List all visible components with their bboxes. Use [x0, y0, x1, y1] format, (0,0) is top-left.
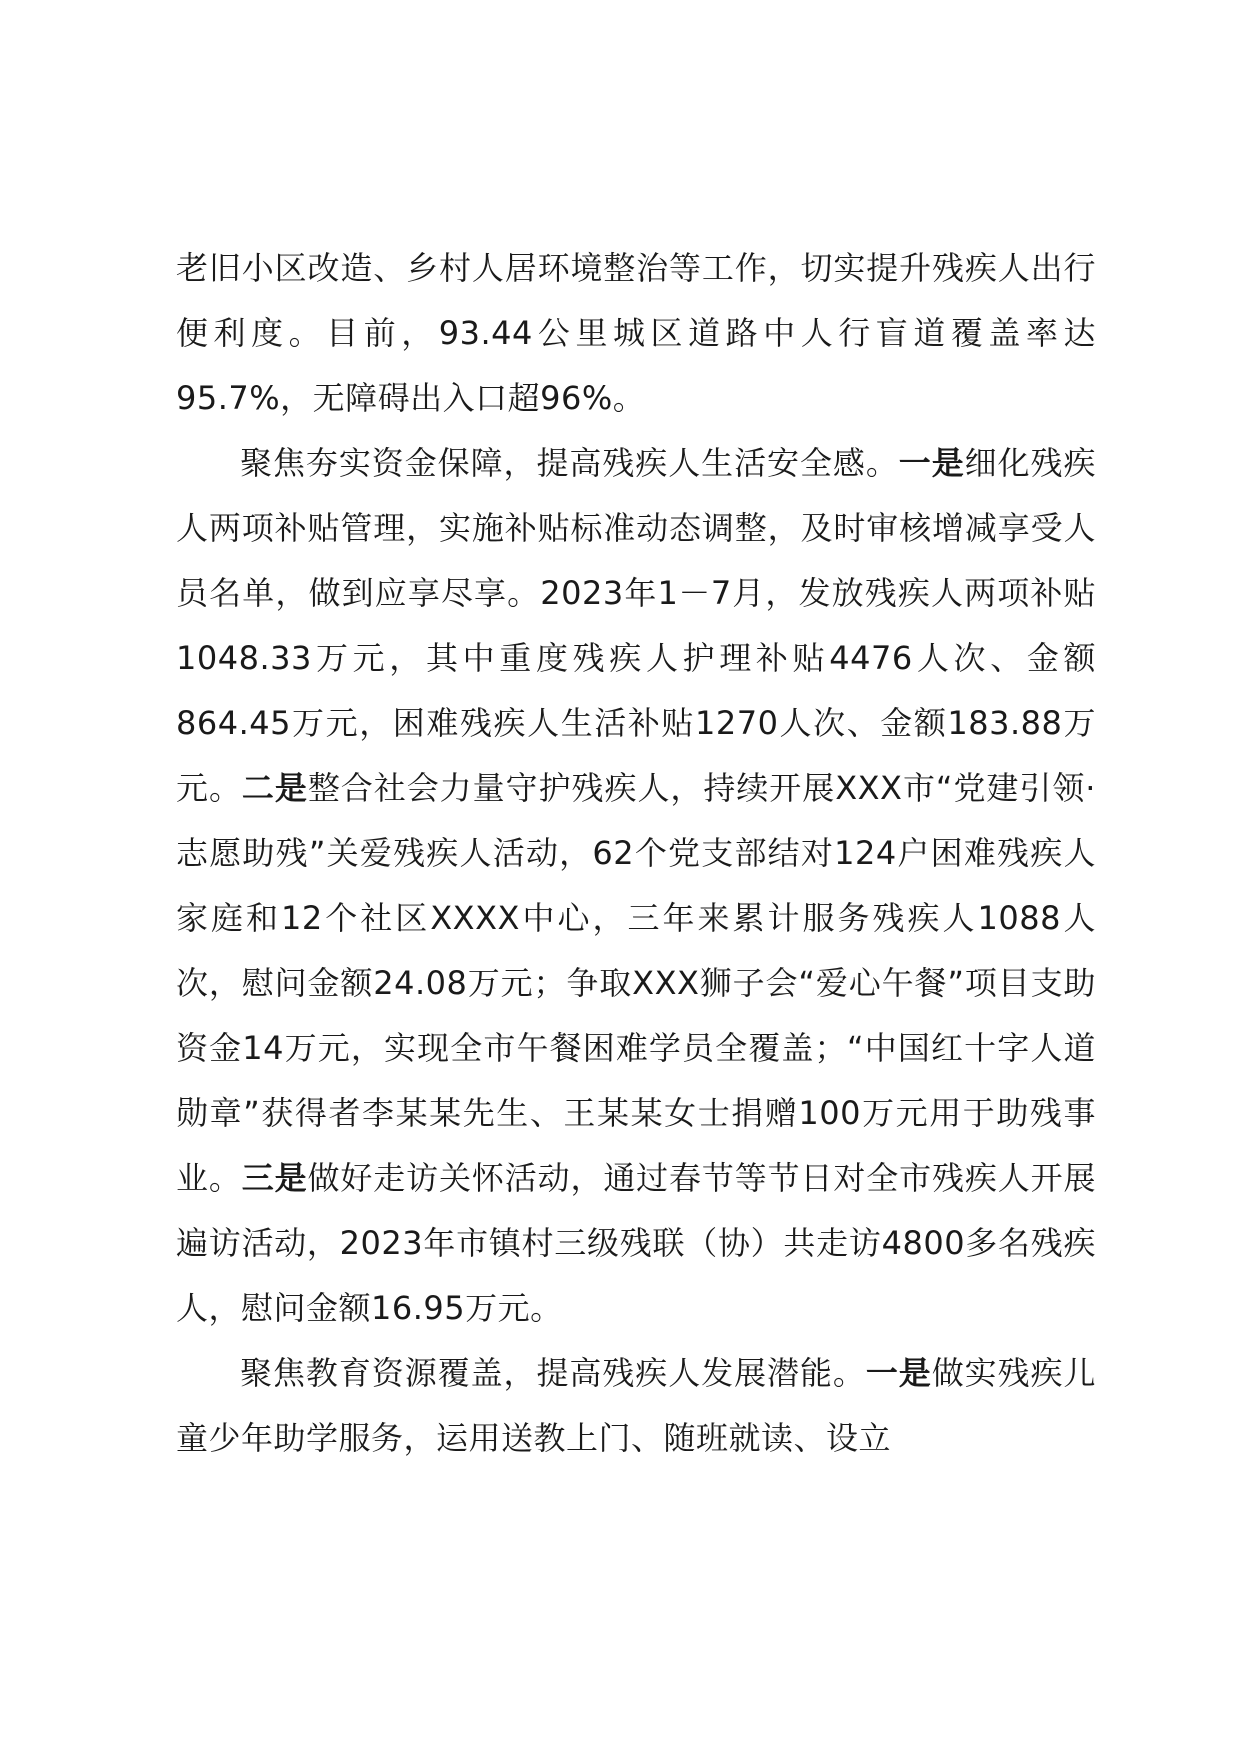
item-text-third: 做好走访关怀活动，通过春节等节日对全市残疾人开展遍访活动，2023年市镇村三级残联（协）共走访4800多名残疾人，慰问金额16.95万元。: [176, 1159, 1096, 1327]
paragraph-funding: [176, 431, 1096, 1341]
item-text-first: 做实残疾儿童少年助学服务，运用送教上门、随班就读、设立: [176, 1354, 1096, 1457]
item-marker-third: 三是: [241, 1159, 308, 1197]
paragraph-education: [176, 1341, 1096, 1471]
paragraph-accessibility: [176, 236, 1096, 431]
paragraph-heading: 聚焦夯实资金保障，提高残疾人生活安全感。: [240, 444, 899, 482]
paragraph-heading: 聚焦教育资源覆盖，提高残疾人发展潜能。: [240, 1354, 866, 1392]
item-text-second: 整合社会力量守护残疾人，持续开展XXX市“党建引领·志愿助残”关爱残疾人活动，62个党支部结对124户困难残疾人家庭和12个社区XXXX中心，三年来累计服务残疾人1088人次，慰问金额24.08万元；争取XXX狮子会“爱心午餐”项目支助资金14万元，实现全市午餐困难学员全覆盖；“中国红十字人道勋章”获得者李某某先生、王某某女士捐赠100万元用于助残事业。: [176, 769, 1096, 1197]
paragraph-text: 老旧小区改造、乡村人居环境整治等工作，切实提升残疾人出行便利度。目前，93.44公里城区道路中人行盲道覆盖率达95.7%，无障碍出入口超96%。: [176, 249, 1096, 417]
item-marker-first: 一是: [898, 444, 965, 482]
item-marker-first: 一是: [865, 1354, 932, 1392]
item-text-first: 细化残疾人两项补贴管理，实施补贴标准动态调整，及时审核增减享受人员名单，做到应享尽享。2023年1－7月，发放残疾人两项补贴1048.33万元，其中重度残疾人护理补贴4476人次、金额864.45万元，困难残疾人生活补贴1270人次、金额183.88万元。: [176, 444, 1096, 807]
document-body: [176, 236, 1096, 1471]
item-marker-second: 二是: [241, 769, 308, 807]
